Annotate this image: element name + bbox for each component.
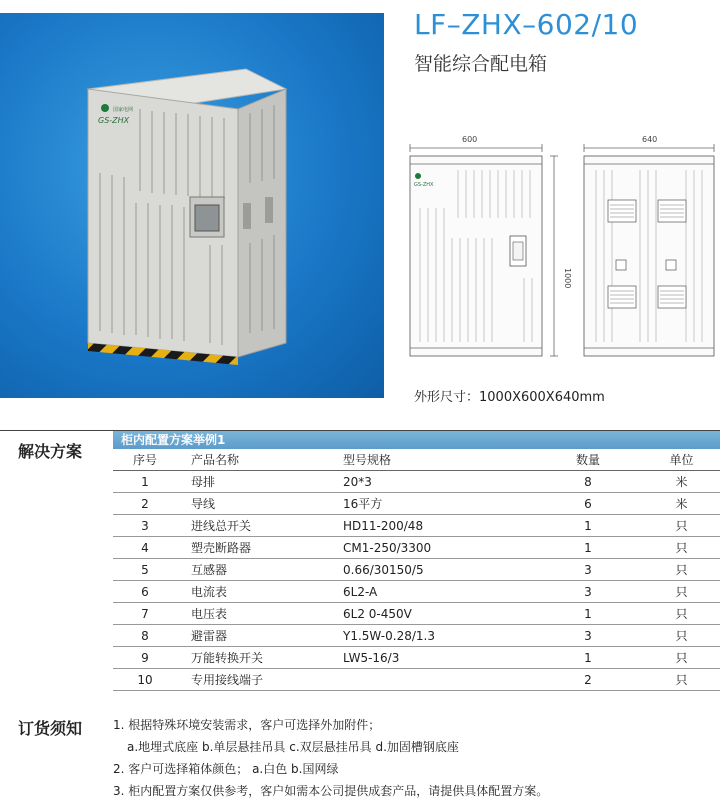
table-cell: 互感器: [177, 559, 323, 581]
table-cell: 5: [113, 559, 177, 581]
height-label: 1000: [563, 268, 572, 289]
table-cell: 只: [643, 581, 720, 603]
cabinet-illustration: [0, 13, 384, 398]
table-cell: 20*3: [323, 471, 533, 493]
table-cell: LW5-16/3: [323, 647, 533, 669]
order-notes: [113, 714, 548, 802]
config-table: [113, 431, 720, 691]
table-cell: 16平方: [323, 493, 533, 515]
table-cell: 3: [533, 581, 643, 603]
table-cell: 1: [533, 515, 643, 537]
table-cell: CM1-250/3300: [323, 537, 533, 559]
table-row: [113, 537, 720, 559]
solution-section-label: 解决方案: [18, 442, 83, 461]
technical-drawing: [400, 128, 720, 368]
table-cell: 米: [643, 493, 720, 515]
table-cell: 只: [643, 669, 720, 691]
table-cell: 6: [113, 581, 177, 603]
table-cell: 6: [533, 493, 643, 515]
table-cell: 6L2-A: [323, 581, 533, 603]
order-note: 2. 客户可选择箱体颜色； a.白色 b.国网绿: [113, 762, 339, 776]
product-model-title: LF–ZHX–602/10: [414, 8, 639, 41]
brand-line-2: GS-ZHX: [98, 116, 130, 125]
order-section-label: 订货须知: [18, 719, 83, 738]
table-cell: 只: [643, 559, 720, 581]
table-cell: 只: [643, 537, 720, 559]
drawing-logo: GS-ZHX: [414, 182, 434, 188]
product-name: 智能综合配电箱: [414, 53, 548, 75]
brand-line-1: 国家电网: [113, 107, 134, 113]
table-row: [113, 559, 720, 581]
table-cell: 1: [533, 647, 643, 669]
table-cell: Y1.5W-0.28/1.3: [323, 625, 533, 647]
table-row: [113, 581, 720, 603]
table-cell: 3: [113, 515, 177, 537]
order-note: 1. 根据特殊环境安装需求，客户可选择外加附件；: [113, 718, 381, 732]
table-cell: 1: [533, 603, 643, 625]
order-note: 3. 柜内配置方案仅供参考，客户如需本公司提供成套产品，请提供具体配置方案。: [113, 784, 549, 798]
col-header: 型号规格: [323, 449, 533, 471]
table-cell: 8: [113, 625, 177, 647]
table-title: 柜内配置方案举例1: [113, 431, 720, 449]
table-cell: 10: [113, 669, 177, 691]
table-row: [113, 515, 720, 537]
table-cell: 6L2 0-450V: [323, 603, 533, 625]
table-cell: 塑壳断路器: [177, 537, 323, 559]
table-cell: 3: [533, 559, 643, 581]
table-cell: 电压表: [177, 603, 323, 625]
table-cell: 米: [643, 471, 720, 493]
table-cell: 8: [533, 471, 643, 493]
table-cell: 7: [113, 603, 177, 625]
table-cell: 万能转换开关: [177, 647, 323, 669]
col-header: 单位: [643, 449, 720, 471]
table-row: [113, 471, 720, 493]
table-row: [113, 669, 720, 691]
order-note: a.地埋式底座 b.单层悬挂吊具 c.双层悬挂吊具 d.加固槽钢底座: [127, 740, 459, 754]
table-cell: 导线: [177, 493, 323, 515]
table-cell: 2: [533, 669, 643, 691]
col-header: 序号: [113, 449, 177, 471]
brand-logo-icon: [101, 104, 109, 112]
table-cell: 1: [113, 471, 177, 493]
table-cell: 9: [113, 647, 177, 669]
table-cell: 专用接线端子: [177, 669, 323, 691]
table-row: [113, 647, 720, 669]
table-cell: 只: [643, 515, 720, 537]
table-cell: 2: [113, 493, 177, 515]
table-header-row: [113, 449, 720, 471]
table-cell: 电流表: [177, 581, 323, 603]
table-row: [113, 603, 720, 625]
table-cell: 4: [113, 537, 177, 559]
table-cell: 避雷器: [177, 625, 323, 647]
col-header: 数量: [533, 449, 643, 471]
table-cell: 只: [643, 625, 720, 647]
table-cell: 只: [643, 603, 720, 625]
front-width-label: 600: [462, 135, 478, 144]
side-width-label: 640: [642, 135, 658, 144]
col-header: 产品名称: [177, 449, 323, 471]
table-row: [113, 625, 720, 647]
table-row: [113, 493, 720, 515]
table-cell: 0.66/30150/5: [323, 559, 533, 581]
table-cell: 母排: [177, 471, 323, 493]
table-cell: 3: [533, 625, 643, 647]
table-cell: 只: [643, 647, 720, 669]
table-cell: 1: [533, 537, 643, 559]
product-photo: [0, 13, 384, 398]
table-cell: 进线总开关: [177, 515, 323, 537]
dimensions-text: 外形尺寸：1000X600X640mm: [414, 390, 605, 405]
table-cell: [323, 669, 533, 691]
table-cell: HD11-200/48: [323, 515, 533, 537]
